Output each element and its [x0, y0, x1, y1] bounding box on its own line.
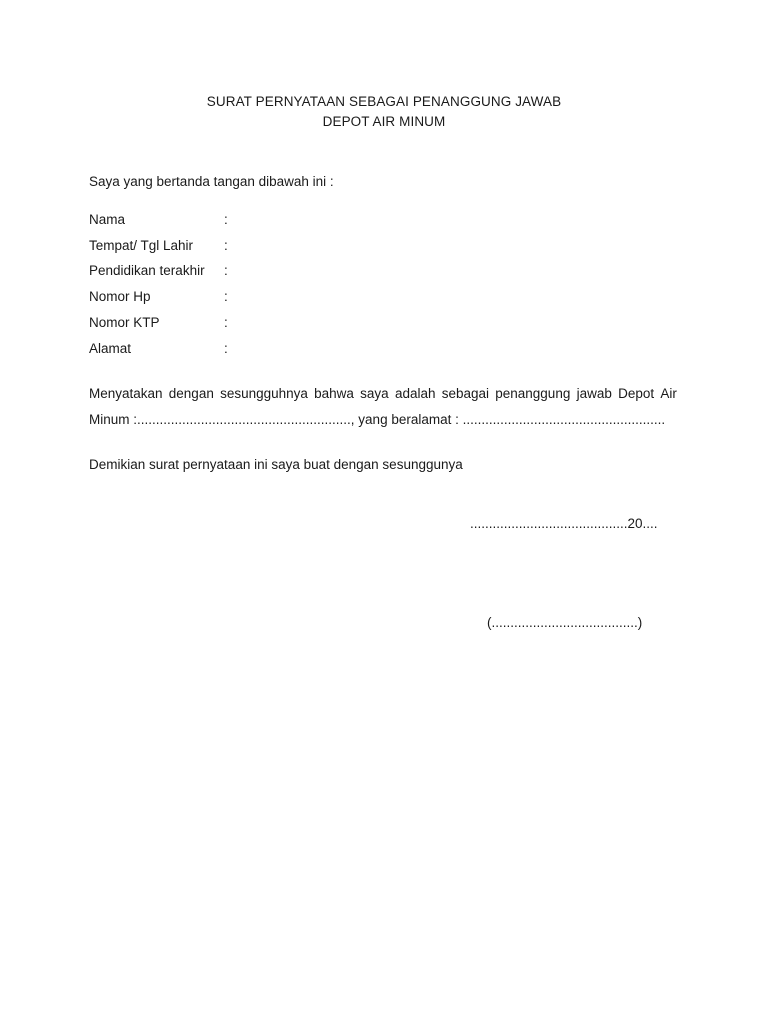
signature-line: (.......................................) — [487, 615, 643, 630]
field-label: Nama — [89, 212, 126, 227]
field-label: Tempat/ Tgl Lahir — [89, 238, 194, 253]
statement-word: adalah — [394, 386, 436, 401]
statement-word: sesungguhnya — [220, 386, 308, 401]
field-colon: : — [224, 289, 228, 304]
place-date-line: ..........................................20.... — [470, 516, 658, 531]
statement-word: saya — [360, 386, 389, 401]
field-colon: : — [224, 315, 228, 330]
statement-word: Depot — [618, 386, 655, 401]
statement-word: Menyatakan — [89, 386, 163, 401]
field-label: Alamat — [89, 341, 132, 356]
closing-text: Demikian surat pernyataan ini saya buat dengan sesunggunya — [89, 457, 463, 472]
statement-word: jawab — [576, 386, 612, 401]
field-colon: : — [224, 238, 228, 253]
document-title-line1: SURAT PERNYATAAN SEBAGAI PENANGGUNG JAWAB — [206, 94, 562, 109]
field-colon: : — [224, 263, 228, 278]
field-label: Nomor Hp — [89, 289, 151, 304]
statement-line1 — [89, 386, 677, 401]
statement-word: dengan — [168, 386, 214, 401]
document-title-line2: DEPOT AIR MINUM — [322, 114, 446, 129]
statement-word: bahwa — [314, 386, 354, 401]
statement-word: penanggung — [495, 386, 571, 401]
field-colon: : — [224, 212, 228, 227]
field-label: Pendidikan terakhir — [89, 263, 205, 278]
statement-word: sebagai — [441, 386, 490, 401]
intro-text: Saya yang bertanda tangan dibawah ini : — [89, 174, 334, 189]
statement-word: Air — [660, 386, 677, 401]
field-colon: : — [224, 341, 228, 356]
statement-line2: Minum :........................................................., yang beralamat : ...................................................... — [89, 412, 666, 427]
field-label: Nomor KTP — [89, 315, 160, 330]
